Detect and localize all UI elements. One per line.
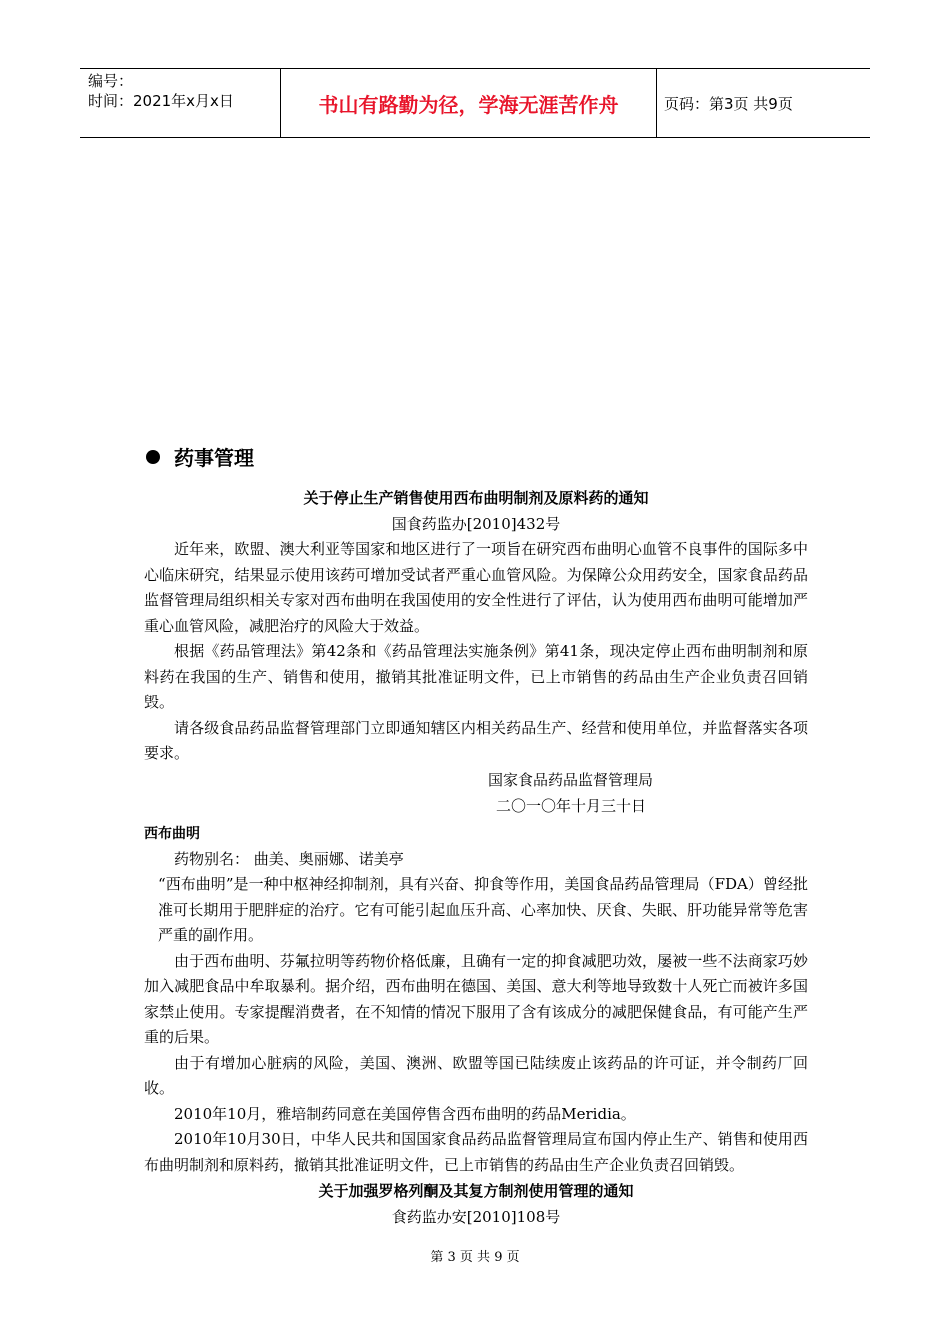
- section-heading: [144, 442, 808, 471]
- drug-paragraph: 2010年10月，雅培制药同意在美国停售含西布曲明的药品Meridia。: [174, 1104, 636, 1123]
- notice-title: 关于停止生产销售使用西布曲明制剂及原料药的通知: [303, 489, 649, 507]
- page-header: [80, 68, 870, 138]
- notice-paragraph: 请各级食品药品监督管理部门立即通知辖区内相关药品生产、经营和使用单位，并监督落实各项要求。: [144, 718, 808, 762]
- notice-title: 关于加强罗格列酮及其复方制剂使用管理的通知: [318, 1182, 634, 1200]
- drug-alias: 药物别名： 曲美、奥丽娜、诺美亭: [174, 849, 404, 868]
- header-left: [88, 71, 234, 111]
- drug-paragraph: 由于西布曲明、芬氟拉明等药物价格低廉，且确有一定的抑食减肥功效，屡被一些不法商家巧妙加入减肥食品中牟取暴利。据介绍，西布曲明在德国、美国、意大利等地导致数十人死亡而被许多国家禁止使用。专家提醒消费者，在不知情的情况下服用了含有该成分的减肥保健食品，有可能产生严重的后果。: [144, 951, 808, 1046]
- header-page-info: 页码：第3页 共9页: [664, 95, 793, 113]
- drug-heading: 西布曲明: [144, 825, 200, 842]
- notice-doc-number: 食药监办安[2010]108号: [391, 1208, 561, 1226]
- bullet-icon: [146, 450, 160, 464]
- document-number-label: 编号：: [88, 72, 134, 90]
- notice-issuer: 国家食品药品监督管理局: [488, 770, 654, 789]
- main-content: [144, 442, 808, 1230]
- header-divider: [656, 69, 657, 137]
- drug-paragraph: 由于有增加心脏病的风险，美国、澳洲、欧盟等国已陆续废止该药品的许可证，并令制药厂回收。: [144, 1053, 808, 1097]
- header-motto: 书山有路勤为径，学海无涯苦作舟: [318, 92, 619, 117]
- drug-paragraph: “西布曲明”是一种中枢神经抑制剂，具有兴奋、抑食等作用，美国食品药品管理局（FDA）曾经批准可长期用于肥胖症的治疗。它有可能引起血压升高、心率加快、厌食、失眠、肝功能异常等危害严重的副作用。: [158, 875, 808, 944]
- notice-paragraph: 近年来，欧盟、澳大利亚等国家和地区进行了一项旨在研究西布曲明心血管不良事件的国际多中心临床研究，结果显示使用该药可增加受试者严重心血管风险。为保障公众用药安全，国家食品药品监督管理局组织相关专家对西布曲明在我国使用的安全性进行了评估，认为使用西布曲明可能增加严重心血管风险，减肥治疗的风险大于效益。: [144, 540, 808, 635]
- notice-doc-number: 国食药监办[2010]432号: [391, 515, 561, 533]
- drug-paragraph: 2010年10月30日，中华人民共和国国家食品药品监督管理局宣布国内停止生产、销售和使用西布曲明制剂和原料药，撤销其批准证明文件，已上市销售的药品由生产企业负责召回销毁。: [144, 1130, 808, 1174]
- notice-paragraph: 根据《药品管理法》第42条和《药品管理法实施条例》第41条，现决定停止西布曲明制剂和原料药在我国的生产、销售和使用，撤销其批准证明文件，已上市销售的药品由生产企业负责召回销毁。: [144, 642, 808, 711]
- section-title: 药事管理: [174, 446, 254, 470]
- document-time: 时间：2021年x月x日: [88, 92, 234, 110]
- notice-date: 二〇一〇年十月三十日: [496, 796, 647, 815]
- page-footer: 第 3 页 共 9 页: [430, 1250, 520, 1265]
